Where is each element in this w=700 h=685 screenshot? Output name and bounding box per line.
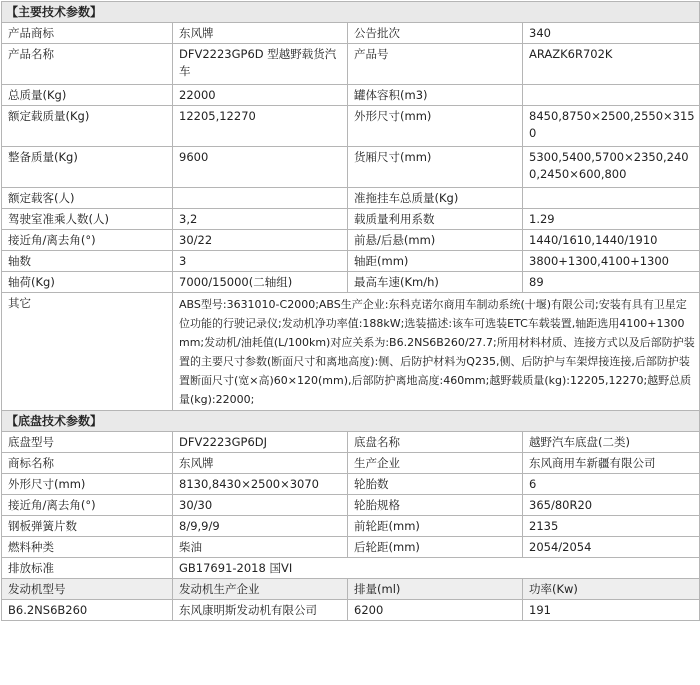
other-row <box>2 293 700 411</box>
field-value: 9600 <box>173 147 348 188</box>
other-text: ABS型号:3631010-C2000;ABS生产企业:东科克诺尔商用车制动系统(十堰)有限公司;安装有具有卫星定位功能的行驶记录仪;发动机净功率值:188kW;选装描述:该车可选装ETC车载装置,轴距选用4100+1300mm;发动机/油耗值(L/100km)对应关系为:B6.2NS6B260/27.7;所用材料材质、连接方式以及后部防护装置的主要尺寸参数(断面尺寸和离地高度):侧、后防护材料为Q235,侧、后防护与车架焊接连接,后部防护装置断面尺寸(宽×高)60×120(mm),后部防护离地高度:460mm;越野载质量(kg):12205,12270;越野总质量(kg):22000; <box>173 293 700 411</box>
main-section-header <box>2 2 700 23</box>
table-row <box>2 188 700 209</box>
field-value: 1.29 <box>523 209 700 230</box>
field-label: 商标名称 <box>2 453 173 474</box>
field-value: 8130,8430×2500×3070 <box>173 474 348 495</box>
field-value: 3800+1300,4100+1300 <box>523 251 700 272</box>
field-label: 外形尺寸(mm) <box>2 474 173 495</box>
engine-header-row <box>2 579 700 600</box>
field-label: 额定载质量(Kg) <box>2 106 173 147</box>
field-label: 产品名称 <box>2 44 173 85</box>
field-label: 轴距(mm) <box>348 251 523 272</box>
field-value: 5300,5400,5700×2350,2400,2450×600,800 <box>523 147 700 188</box>
engine-maker-header: 发动机生产企业 <box>173 579 348 600</box>
field-label: 生产企业 <box>348 453 523 474</box>
field-value: 越野汽车底盘(二类) <box>523 432 700 453</box>
field-value: 340 <box>523 23 700 44</box>
field-label: 轮胎规格 <box>348 495 523 516</box>
emission-row <box>2 558 700 579</box>
field-label: 产品商标 <box>2 23 173 44</box>
table-row <box>2 230 700 251</box>
field-label: 接近角/离去角(°) <box>2 230 173 251</box>
field-label: 货厢尺寸(mm) <box>348 147 523 188</box>
table-row <box>2 495 700 516</box>
field-label: 外形尺寸(mm) <box>348 106 523 147</box>
field-value: DFV2223GP6DJ <box>173 432 348 453</box>
power-header: 功率(Kw) <box>523 579 700 600</box>
displacement-header: 排量(ml) <box>348 579 523 600</box>
engine-model-header: 发动机型号 <box>2 579 173 600</box>
table-row <box>2 432 700 453</box>
field-label: 产品号 <box>348 44 523 85</box>
table-row <box>2 209 700 230</box>
field-value: 8450,8750×2500,2550×3150 <box>523 106 700 147</box>
field-value: 30/22 <box>173 230 348 251</box>
engine-model: B6.2NS6B260 <box>2 600 173 621</box>
field-value: 89 <box>523 272 700 293</box>
field-label: 后轮距(mm) <box>348 537 523 558</box>
table-row <box>2 272 700 293</box>
field-value: 柴油 <box>173 537 348 558</box>
spec-table <box>1 1 700 621</box>
field-value: 2135 <box>523 516 700 537</box>
engine-maker: 东风康明斯发动机有限公司 <box>173 600 348 621</box>
field-value: 东风牌 <box>173 23 348 44</box>
field-label: 钢板弹簧片数 <box>2 516 173 537</box>
table-row <box>2 251 700 272</box>
field-value: 12205,12270 <box>173 106 348 147</box>
main-section-title: 【主要技术参数】 <box>2 2 700 23</box>
field-value: 22000 <box>173 85 348 106</box>
field-label: 轮胎数 <box>348 474 523 495</box>
field-label: 燃料种类 <box>2 537 173 558</box>
table-row <box>2 44 700 85</box>
field-label: 罐体容积(m3) <box>348 85 523 106</box>
field-label: 轴数 <box>2 251 173 272</box>
emission-value: GB17691-2018 国VI <box>173 558 700 579</box>
field-value: 3,2 <box>173 209 348 230</box>
field-value: 30/30 <box>173 495 348 516</box>
field-value: 8/9,9/9 <box>173 516 348 537</box>
field-value: 3 <box>173 251 348 272</box>
other-label: 其它 <box>2 293 173 411</box>
displacement: 6200 <box>348 600 523 621</box>
field-value <box>523 188 700 209</box>
engine-row <box>2 600 700 621</box>
field-value: DFV2223GP6D 型越野载货汽车 <box>173 44 348 85</box>
table-row <box>2 474 700 495</box>
field-value: 7000/15000(二轴组) <box>173 272 348 293</box>
field-value: 1440/1610,1440/1910 <box>523 230 700 251</box>
table-row <box>2 147 700 188</box>
field-label: 公告批次 <box>348 23 523 44</box>
table-row <box>2 23 700 44</box>
field-label: 总质量(Kg) <box>2 85 173 106</box>
field-value: 2054/2054 <box>523 537 700 558</box>
field-label: 前轮距(mm) <box>348 516 523 537</box>
field-label: 轴荷(Kg) <box>2 272 173 293</box>
field-value: 东风商用车新疆有限公司 <box>523 453 700 474</box>
field-label: 额定载客(人) <box>2 188 173 209</box>
field-label: 整备质量(Kg) <box>2 147 173 188</box>
field-label: 前悬/后悬(mm) <box>348 230 523 251</box>
field-value: ARAZK6R702K <box>523 44 700 85</box>
table-row <box>2 453 700 474</box>
table-row <box>2 537 700 558</box>
field-value: 东风牌 <box>173 453 348 474</box>
table-row <box>2 516 700 537</box>
field-value: 365/80R20 <box>523 495 700 516</box>
table-row <box>2 85 700 106</box>
field-label: 驾驶室准乘人数(人) <box>2 209 173 230</box>
field-label: 接近角/离去角(°) <box>2 495 173 516</box>
table-row <box>2 106 700 147</box>
field-label: 最高车速(Km/h) <box>348 272 523 293</box>
field-label: 准拖挂车总质量(Kg) <box>348 188 523 209</box>
field-value <box>523 85 700 106</box>
chassis-section-title: 【底盘技术参数】 <box>2 411 700 432</box>
chassis-section-header <box>2 411 700 432</box>
power: 191 <box>523 600 700 621</box>
field-value <box>173 188 348 209</box>
field-label: 底盘型号 <box>2 432 173 453</box>
spec-sheet <box>1 1 699 621</box>
field-label: 底盘名称 <box>348 432 523 453</box>
field-label: 载质量利用系数 <box>348 209 523 230</box>
emission-label: 排放标准 <box>2 558 173 579</box>
field-value: 6 <box>523 474 700 495</box>
